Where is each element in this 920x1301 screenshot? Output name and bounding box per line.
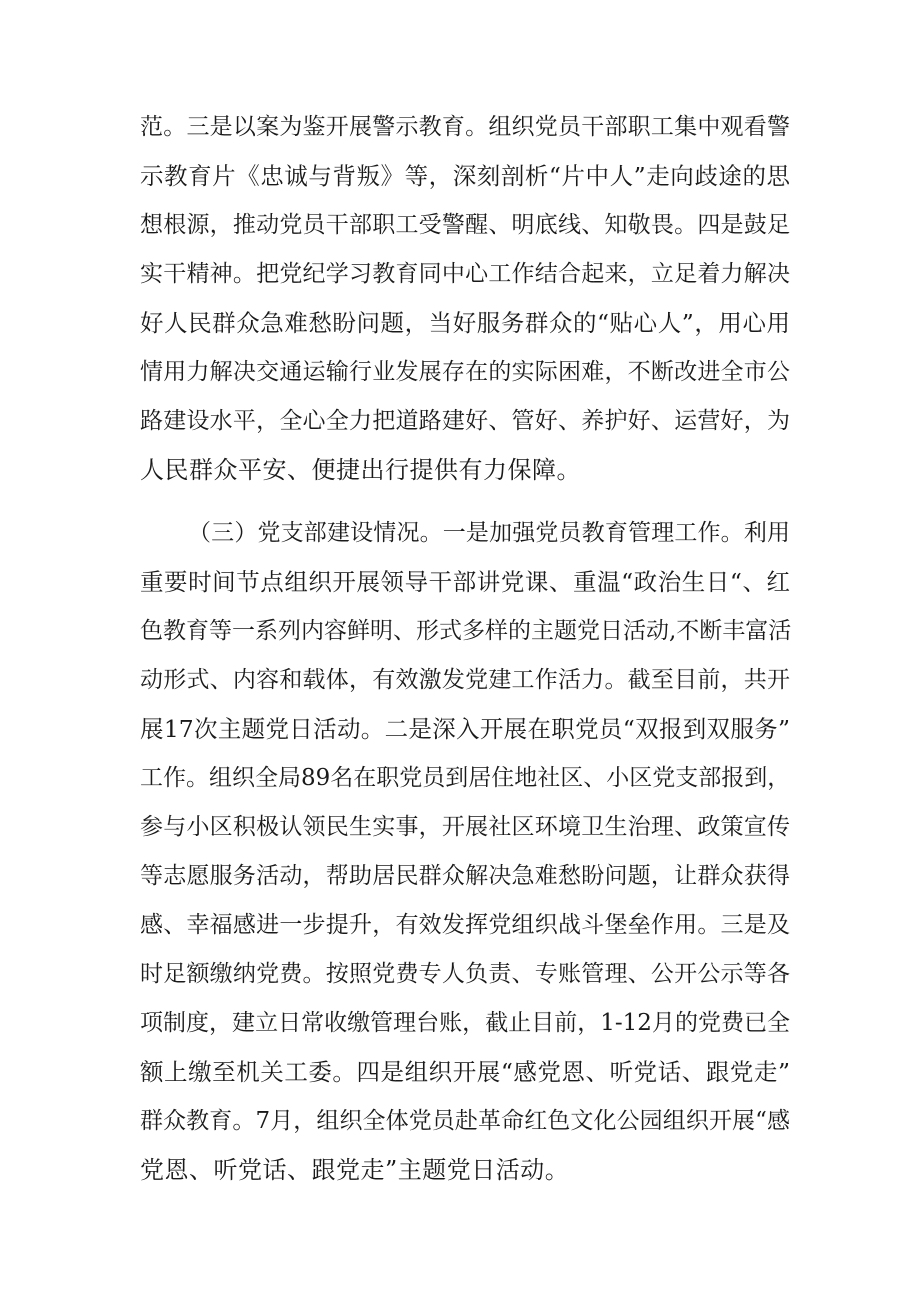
paragraph-2-line: （三）党支部建设情况。一是加强党员教育管理工作。利用: [188, 520, 790, 546]
paragraph-2-line: 展17次主题党日活动。二是深入开展在职党员“双报到双服务”: [140, 715, 790, 743]
paragraph-1-line: 好人民群众急难愁盼问题，当好服务群众的“贴心人”，用心用: [140, 309, 790, 337]
paragraph-1-line: 示教育片《忠诚与背叛》等，深刻剖析“片中人”走向歧途的思: [140, 162, 790, 190]
paragraph-2-line: 重要时间节点组织开展领导干部讲党课、重温“政治生日“、红: [140, 568, 790, 596]
paragraph-1-line: 想根源，推动党员干部职工受警醒、明底线、知敬畏。四是鼓足: [140, 212, 790, 238]
paragraph-2-line: 色教育等一系列内容鲜明、形式多样的主题党日活动,不断丰富活: [140, 618, 792, 644]
paragraph-1-line: 人民群众平安、便捷出行提供有力保障。: [140, 456, 581, 484]
paragraph-2-line: 工作。组织全局89名在职党员到居住地社区、小区党支部报到，: [140, 765, 791, 791]
paragraph-1-line: 实干精神。把党纪学习教育同中心工作结合起来，立足着力解决: [140, 261, 790, 287]
paragraph-2-line: 项制度，建立日常收缴管理台账，截止目前，1-12月的党费已全: [140, 1010, 790, 1036]
paragraph-2-line: 群众教育。7月，组织全体党员赴革命红色文化公园组织开展“感: [140, 1108, 790, 1134]
paragraph-1-line: 路建设水平，全心全力把道路建好、管好、养护好、运营好，为: [140, 408, 790, 434]
paragraph-2-line: 动形式、内容和载体，有效激发党建工作活力。截至目前，共开: [140, 667, 790, 693]
paragraph-2-line: 额上缴至机关工委。四是组织开展“感党恩、听党话、跟党走”: [140, 1058, 790, 1086]
paragraph-1-line: 范。三是以案为鉴开展警示教育。组织党员干部职工集中观看警: [140, 114, 790, 140]
paragraph-2-line: 参与小区积极认领民生实事，开展社区环境卫生治理、政策宣传: [140, 814, 790, 840]
paragraph-2-line: 党恩、听党话、跟党走”主题党日活动。: [140, 1156, 570, 1184]
paragraph-1-line: 情用力解决交通运输行业发展存在的实际困难，不断改进全市公: [140, 359, 790, 385]
paragraph-2-line: 等志愿服务活动，帮助居民群众解决急难愁盼问题，让群众获得: [140, 863, 790, 889]
paragraph-2-line: 感、幸福感进一步提升，有效发挥党组织战斗堡垒作用。三是及: [140, 912, 790, 938]
paragraph-2-line: 时足额缴纳党费。按照党费专人负责、专账管理、公开公示等各: [140, 961, 790, 987]
